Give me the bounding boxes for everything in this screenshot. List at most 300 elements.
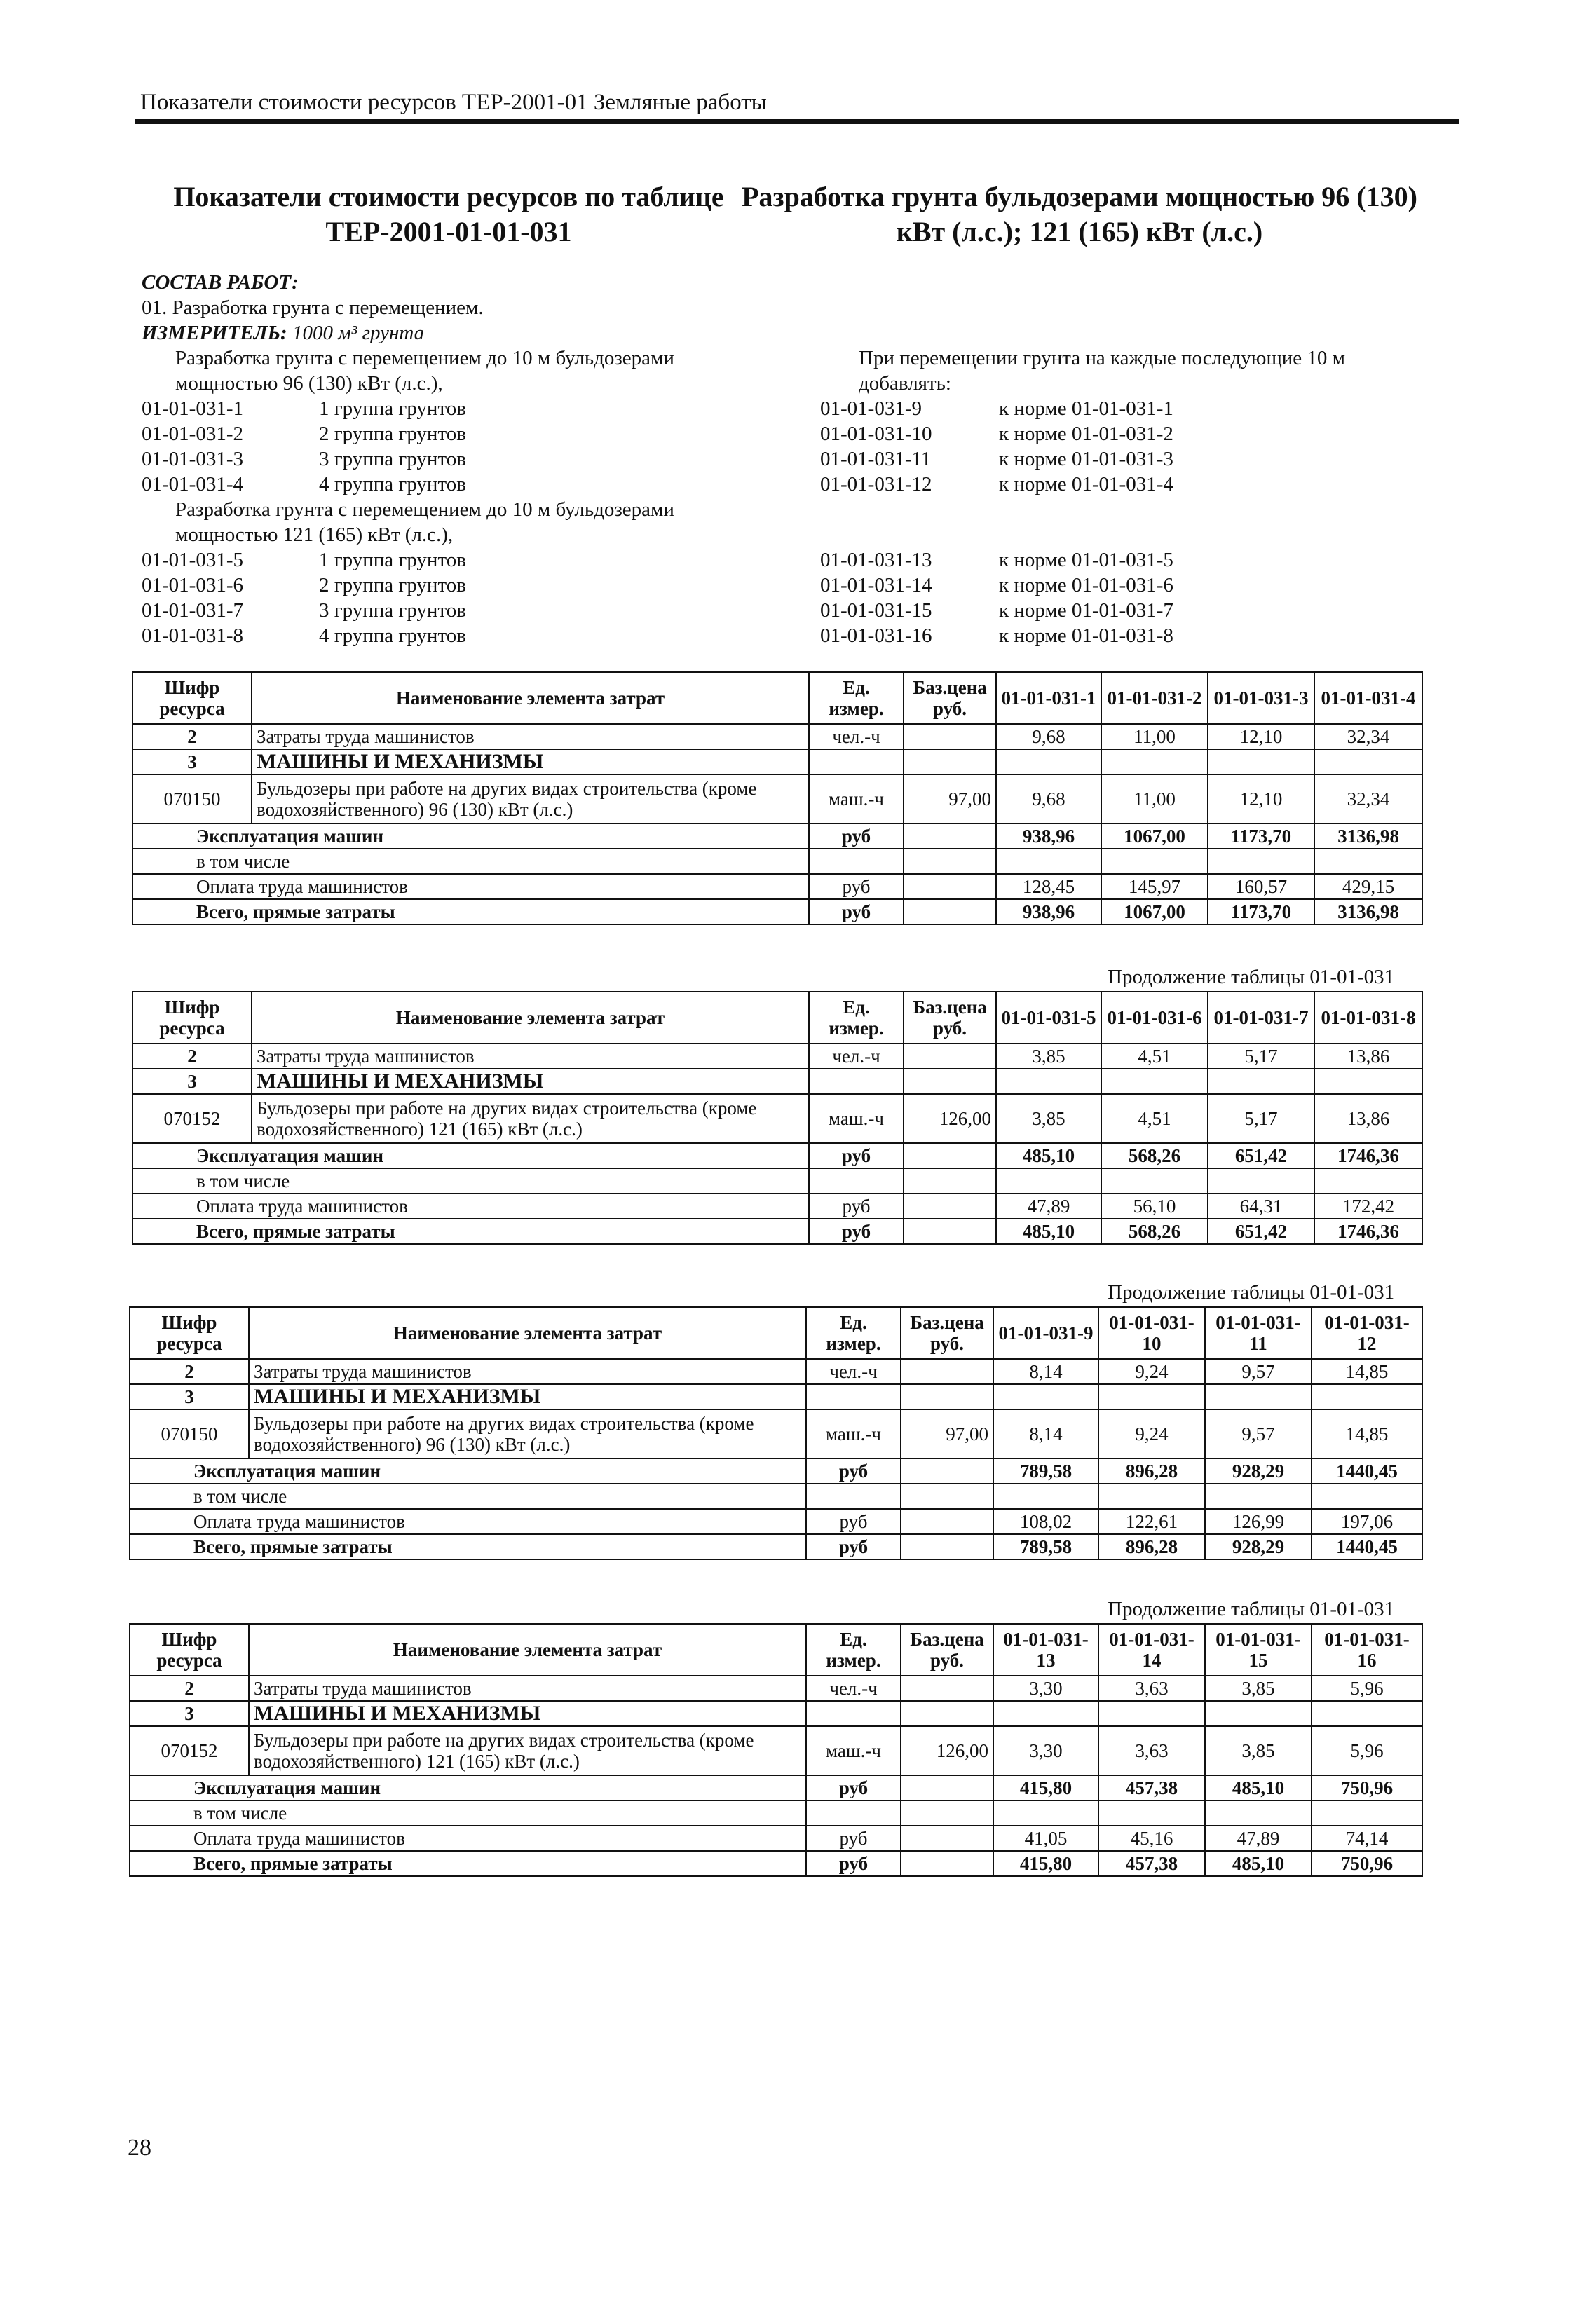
table-row — [132, 1194, 1422, 1219]
cell-value: 750,96 — [1312, 1775, 1422, 1800]
empty-cell — [809, 1168, 904, 1194]
cell-unit: руб — [809, 823, 904, 849]
table-row — [130, 1409, 1422, 1458]
header-norm: 01-01-031-8 — [1314, 992, 1422, 1044]
cell-unit: маш.-ч — [809, 1094, 904, 1143]
cell-value: 3,85 — [1205, 1726, 1312, 1775]
header-price: Баз.цена руб. — [904, 672, 996, 724]
cell-unit: руб — [806, 1775, 901, 1800]
header-norm: 01-01-031-10 — [1098, 1307, 1205, 1359]
cell-value: 485,10 — [996, 1143, 1101, 1168]
cell-value: 11,00 — [1101, 774, 1208, 823]
empty-cell — [996, 849, 1101, 874]
cell-name: Эксплуатация машин — [132, 823, 809, 849]
cell-name: Бульдозеры при работе на других видах строительства (кроме водохозяйственного) 96 (130) кВт (л.с.) — [252, 774, 809, 823]
header-unit: Ед. измер. — [809, 672, 904, 724]
header-norm: 01-01-031-5 — [996, 992, 1101, 1044]
right-desc: При перемещении грунта на каждые последующие 10 м — [859, 347, 1346, 369]
cell-value: 13,86 — [1314, 1094, 1422, 1143]
table-row — [132, 724, 1422, 749]
norm-text: к норме 01-01-031-1 — [999, 397, 1173, 420]
cell-value: 5,96 — [1312, 1726, 1422, 1775]
header-norm: 01-01-031-14 — [1098, 1624, 1205, 1676]
table-row — [132, 899, 1422, 924]
cell-value: 47,89 — [1205, 1826, 1312, 1851]
section-row — [130, 1384, 1422, 1409]
table-row — [130, 1826, 1422, 1851]
empty-cell — [1312, 1701, 1422, 1726]
cell-unit: чел.-ч — [806, 1676, 901, 1701]
cell-name: Затраты труда машинистов — [249, 1676, 806, 1701]
table-header-row — [130, 1624, 1422, 1676]
empty-cell — [904, 749, 996, 774]
cell-value: 160,57 — [1208, 874, 1314, 899]
cell-value: 3,30 — [993, 1726, 1098, 1775]
header-unit: Ед. измер. — [806, 1624, 901, 1676]
table-header-row — [130, 1307, 1422, 1359]
cell-unit: маш.-ч — [809, 774, 904, 823]
empty-cell — [1098, 1701, 1205, 1726]
header-norm: 01-01-031-2 — [1101, 672, 1208, 724]
table-row — [130, 1484, 1422, 1509]
norm-text: к норме 01-01-031-6 — [999, 574, 1173, 596]
header-code: Шифр ресурса — [130, 1624, 249, 1676]
cell-value: 789,58 — [993, 1534, 1098, 1559]
cell-value: 651,42 — [1208, 1219, 1314, 1244]
section-row — [132, 1069, 1422, 1094]
empty-cell — [806, 1384, 901, 1409]
cell-name: Эксплуатация машин — [132, 1143, 809, 1168]
norm-text: к норме 01-01-031-7 — [999, 599, 1173, 622]
empty-cell — [993, 1800, 1098, 1826]
cell-value: 32,34 — [1314, 774, 1422, 823]
empty-cell — [1208, 1168, 1314, 1194]
cell-value: 4,51 — [1101, 1094, 1208, 1143]
cell-value: 145,97 — [1101, 874, 1208, 899]
header-price: Баз.цена руб. — [901, 1624, 993, 1676]
cell-name: в том числе — [132, 1168, 809, 1194]
cell-code: 2 — [130, 1359, 249, 1384]
empty-cell — [1312, 1484, 1422, 1509]
page-title-left: Показатели стоимости ресурсов по таблице ТЕР-2001-01-01-031 — [173, 181, 724, 247]
cell-value: 8,14 — [993, 1359, 1098, 1384]
norm-text: к норме 01-01-031-4 — [999, 473, 1173, 495]
cell-value: 1746,36 — [1314, 1143, 1422, 1168]
empty-cell — [1314, 849, 1422, 874]
header-rule — [135, 119, 1459, 124]
cell-value: 13,86 — [1314, 1044, 1422, 1069]
cell-value: 14,85 — [1312, 1409, 1422, 1458]
empty-cell — [1208, 1069, 1314, 1094]
cell-price — [901, 1359, 993, 1384]
header-norm: 01-01-031-6 — [1101, 992, 1208, 1044]
cell-value: 14,85 — [1312, 1359, 1422, 1384]
cell-value: 5,96 — [1312, 1676, 1422, 1701]
cell-name: Бульдозеры при работе на других видах строительства (кроме водохозяйственного) 96 (130) кВт (л.с.) — [249, 1409, 806, 1458]
table-row — [130, 1726, 1422, 1775]
cell-value: 8,14 — [993, 1409, 1098, 1458]
cell-unit: руб — [806, 1509, 901, 1534]
header-unit: Ед. измер. — [806, 1307, 901, 1359]
cell-code: 3 — [130, 1701, 249, 1726]
cell-name: в том числе — [130, 1800, 806, 1826]
cell-code: 070152 — [130, 1726, 249, 1775]
meter-value: 1000 м³ грунта — [292, 322, 425, 344]
cell-value: 9,57 — [1205, 1409, 1312, 1458]
empty-cell — [993, 1484, 1098, 1509]
meter-line — [142, 320, 424, 346]
empty-cell — [809, 749, 904, 774]
cell-code: 2 — [132, 1044, 252, 1069]
table-row — [130, 1534, 1422, 1559]
cell-value: 1746,36 — [1314, 1219, 1422, 1244]
cell-price — [901, 1534, 993, 1559]
cell-price: 126,00 — [901, 1726, 993, 1775]
header-norm: 01-01-031-15 — [1205, 1624, 1312, 1676]
empty-cell — [1314, 1168, 1422, 1194]
cell-code: 070152 — [132, 1094, 252, 1143]
norm-text: 4 группа грунтов — [319, 624, 466, 647]
header-name: Наименование элемента затрат — [249, 1624, 806, 1676]
norm-code: 01-01-031-8 — [142, 624, 243, 647]
cell-value: 789,58 — [993, 1458, 1098, 1484]
empty-cell — [809, 849, 904, 874]
norm-code: 01-01-031-10 — [820, 423, 932, 445]
empty-cell — [904, 1168, 996, 1194]
empty-cell — [1312, 1384, 1422, 1409]
empty-cell — [1314, 1069, 1422, 1094]
cell-unit: маш.-ч — [806, 1409, 901, 1458]
cell-value: 896,28 — [1098, 1534, 1205, 1559]
cell-name: Оплата труда машинистов — [130, 1509, 806, 1534]
resource-cost-table — [129, 1306, 1423, 1560]
left-group-1-desc: мощностью 96 (130) кВт (л.с.), — [175, 372, 443, 395]
section-title: МАШИНЫ И МЕХАНИЗМЫ — [249, 1701, 806, 1726]
norm-code: 01-01-031-16 — [820, 624, 932, 647]
cell-price — [901, 1458, 993, 1484]
norm-code: 01-01-031-5 — [142, 549, 243, 571]
cell-code: 3 — [132, 749, 252, 774]
composition-item: 01. Разработка грунта с перемещением. — [142, 296, 484, 319]
cell-price — [904, 1044, 996, 1069]
cell-name: Бульдозеры при работе на других видах строительства (кроме водохозяйственного) 121 (165) кВт (л.с.) — [249, 1726, 806, 1775]
continuation-label: Продолжение таблицы 01-01-031 — [1108, 966, 1395, 988]
norm-code: 01-01-031-11 — [820, 448, 932, 470]
header-norm: 01-01-031-11 — [1205, 1307, 1312, 1359]
cell-value: 197,06 — [1312, 1509, 1422, 1534]
header-name: Наименование элемента затрат — [252, 992, 809, 1044]
cell-value: 1440,45 — [1312, 1534, 1422, 1559]
table-row — [132, 1168, 1422, 1194]
empty-cell — [1205, 1701, 1312, 1726]
cell-value: 32,34 — [1314, 724, 1422, 749]
cell-value: 457,38 — [1098, 1851, 1205, 1876]
empty-cell — [904, 849, 996, 874]
cell-price — [904, 823, 996, 849]
norm-text: 3 группа грунтов — [319, 448, 466, 470]
table-row — [130, 1458, 1422, 1484]
cell-name: Затраты труда машинистов — [249, 1359, 806, 1384]
cell-value: 108,02 — [993, 1509, 1098, 1534]
cell-value: 651,42 — [1208, 1143, 1314, 1168]
header-norm: 01-01-031-16 — [1312, 1624, 1422, 1676]
right-desc: добавлять: — [859, 372, 951, 395]
cell-price: 126,00 — [904, 1094, 996, 1143]
cell-unit: руб — [806, 1458, 901, 1484]
cell-name: Оплата труда машинистов — [132, 1194, 809, 1219]
section-title: МАШИНЫ И МЕХАНИЗМЫ — [252, 749, 809, 774]
norm-text: 1 группа грунтов — [319, 549, 466, 571]
cell-value: 64,31 — [1208, 1194, 1314, 1219]
norm-code: 01-01-031-14 — [820, 574, 932, 596]
cell-price — [901, 1509, 993, 1534]
cell-value: 3,30 — [993, 1676, 1098, 1701]
header-norm: 01-01-031-9 — [993, 1307, 1098, 1359]
cell-name: Затраты труда машинистов — [252, 1044, 809, 1069]
cell-value: 172,42 — [1314, 1194, 1422, 1219]
cell-unit: руб — [809, 1194, 904, 1219]
cell-value: 9,24 — [1098, 1409, 1205, 1458]
section-title: МАШИНЫ И МЕХАНИЗМЫ — [252, 1069, 809, 1094]
cell-value: 485,10 — [1205, 1775, 1312, 1800]
table-header-row — [132, 672, 1422, 724]
empty-cell — [1101, 1069, 1208, 1094]
empty-cell — [901, 1701, 993, 1726]
norm-code: 01-01-031-13 — [820, 549, 932, 571]
section-row — [132, 749, 1422, 774]
cell-value: 1067,00 — [1101, 823, 1208, 849]
empty-cell — [904, 1069, 996, 1094]
cell-value: 11,00 — [1101, 724, 1208, 749]
table-row — [130, 1509, 1422, 1534]
table-row — [130, 1359, 1422, 1384]
header-norm: 01-01-031-4 — [1314, 672, 1422, 724]
continuation-label: Продолжение таблицы 01-01-031 — [1108, 1598, 1395, 1620]
norm-text: к норме 01-01-031-3 — [999, 448, 1173, 470]
cell-price — [901, 1775, 993, 1800]
empty-cell — [806, 1484, 901, 1509]
cell-unit: руб — [809, 874, 904, 899]
header-code: Шифр ресурса — [132, 992, 252, 1044]
cell-price — [904, 1219, 996, 1244]
cell-price — [904, 1194, 996, 1219]
continuation-label: Продолжение таблицы 01-01-031 — [1108, 1281, 1395, 1304]
table-row — [132, 823, 1422, 849]
cell-value: 12,10 — [1208, 724, 1314, 749]
empty-cell — [1098, 1384, 1205, 1409]
table-row — [132, 774, 1422, 823]
cell-value: 457,38 — [1098, 1775, 1205, 1800]
empty-cell — [1101, 849, 1208, 874]
empty-cell — [1101, 749, 1208, 774]
empty-cell — [1314, 749, 1422, 774]
table-row — [132, 849, 1422, 874]
cell-unit: руб — [806, 1851, 901, 1876]
section-title: МАШИНЫ И МЕХАНИЗМЫ — [249, 1384, 806, 1409]
table-row — [132, 1143, 1422, 1168]
empty-cell — [993, 1384, 1098, 1409]
cell-price: 97,00 — [904, 774, 996, 823]
empty-cell — [996, 749, 1101, 774]
cell-unit: чел.-ч — [806, 1359, 901, 1384]
norm-text: 3 группа грунтов — [319, 599, 466, 622]
cell-name: Всего, прямые затраты — [132, 1219, 809, 1244]
header-norm: 01-01-031-13 — [993, 1624, 1098, 1676]
table-row — [130, 1851, 1422, 1876]
cell-value: 3,63 — [1098, 1726, 1205, 1775]
header-norm: 01-01-031-3 — [1208, 672, 1314, 724]
empty-cell — [806, 1800, 901, 1826]
cell-code: 070150 — [130, 1409, 249, 1458]
norm-code: 01-01-031-6 — [142, 574, 243, 596]
cell-code: 3 — [130, 1384, 249, 1409]
empty-cell — [901, 1484, 993, 1509]
cell-unit: чел.-ч — [809, 1044, 904, 1069]
norm-code: 01-01-031-15 — [820, 599, 932, 622]
table-row — [130, 1800, 1422, 1826]
cell-value: 928,29 — [1205, 1458, 1312, 1484]
cell-value: 1440,45 — [1312, 1458, 1422, 1484]
cell-name: Всего, прямые затраты — [130, 1851, 806, 1876]
cell-value: 41,05 — [993, 1826, 1098, 1851]
cell-value: 3,63 — [1098, 1676, 1205, 1701]
meter-label: ИЗМЕРИТЕЛЬ: — [142, 322, 287, 344]
cell-name: Оплата труда машинистов — [132, 874, 809, 899]
cell-price — [901, 1826, 993, 1851]
cell-value: 3136,98 — [1314, 823, 1422, 849]
cell-unit: маш.-ч — [806, 1726, 901, 1775]
cell-price — [901, 1851, 993, 1876]
cell-unit: руб — [809, 1219, 904, 1244]
cell-value: 415,80 — [993, 1775, 1098, 1800]
cell-unit: руб — [806, 1826, 901, 1851]
empty-cell — [806, 1701, 901, 1726]
header-unit: Ед. измер. — [809, 992, 904, 1044]
norm-code: 01-01-031-12 — [820, 473, 932, 495]
cell-unit: руб — [809, 899, 904, 924]
cell-value: 568,26 — [1101, 1143, 1208, 1168]
cell-name: Эксплуатация машин — [130, 1775, 806, 1800]
header-code: Шифр ресурса — [130, 1307, 249, 1359]
cell-value: 56,10 — [1101, 1194, 1208, 1219]
norm-text: к норме 01-01-031-5 — [999, 549, 1173, 571]
norm-code: 01-01-031-9 — [820, 397, 922, 420]
cell-name: в том числе — [130, 1484, 806, 1509]
cell-value: 750,96 — [1312, 1851, 1422, 1876]
cell-value: 429,15 — [1314, 874, 1422, 899]
cell-value: 74,14 — [1312, 1826, 1422, 1851]
empty-cell — [1208, 849, 1314, 874]
left-group-2-desc: Разработка грунта с перемещением до 10 м бульдозерами — [175, 498, 674, 521]
composition-heading: СОСТАВ РАБОТ: — [142, 271, 299, 294]
section-row — [130, 1701, 1422, 1726]
cell-price: 97,00 — [901, 1409, 993, 1458]
cell-price — [904, 874, 996, 899]
cell-value: 1173,70 — [1208, 899, 1314, 924]
left-group-1-desc: Разработка грунта с перемещением до 10 м бульдозерами — [175, 347, 674, 369]
empty-cell — [901, 1384, 993, 1409]
cell-value: 938,96 — [996, 899, 1101, 924]
cell-name: Затраты труда машинистов — [252, 724, 809, 749]
norm-code: 01-01-031-3 — [142, 448, 243, 470]
cell-price — [904, 724, 996, 749]
cell-value: 568,26 — [1101, 1219, 1208, 1244]
header-price: Баз.цена руб. — [904, 992, 996, 1044]
cell-value: 1067,00 — [1101, 899, 1208, 924]
header-name: Наименование элемента затрат — [249, 1307, 806, 1359]
page-title-right: Разработка грунта бульдозерами мощностью 96 (130) кВт (л.с.); 121 (165) кВт (л.с.) — [742, 181, 1417, 247]
cell-code: 070150 — [132, 774, 252, 823]
cell-value: 3136,98 — [1314, 899, 1422, 924]
norm-text: 4 группа грунтов — [319, 473, 466, 495]
cell-unit: руб — [806, 1534, 901, 1559]
cell-value: 928,29 — [1205, 1534, 1312, 1559]
empty-cell — [1312, 1800, 1422, 1826]
table-row — [132, 1094, 1422, 1143]
cell-name: Эксплуатация машин — [130, 1458, 806, 1484]
table-row — [132, 874, 1422, 899]
empty-cell — [1205, 1800, 1312, 1826]
norm-code: 01-01-031-2 — [142, 423, 243, 445]
running-header: Показатели стоимости ресурсов ТЕР-2001-01 Земляные работы — [140, 90, 767, 115]
cell-value: 4,51 — [1101, 1044, 1208, 1069]
table-row — [130, 1775, 1422, 1800]
cell-value: 9,57 — [1205, 1359, 1312, 1384]
cell-value: 128,45 — [996, 874, 1101, 899]
header-norm: 01-01-031-7 — [1208, 992, 1314, 1044]
norm-text: 1 группа грунтов — [319, 397, 466, 420]
cell-code: 2 — [132, 724, 252, 749]
table-row — [132, 1219, 1422, 1244]
cell-price — [904, 1143, 996, 1168]
cell-value: 938,96 — [996, 823, 1101, 849]
cell-code: 2 — [130, 1676, 249, 1701]
cell-value: 9,24 — [1098, 1359, 1205, 1384]
empty-cell — [996, 1168, 1101, 1194]
cell-value: 9,68 — [996, 724, 1101, 749]
left-group-2-desc: мощностью 121 (165) кВт (л.с.), — [175, 524, 454, 546]
cell-value: 122,61 — [1098, 1509, 1205, 1534]
header-norm: 01-01-031-1 — [996, 672, 1101, 724]
table-row — [132, 1044, 1422, 1069]
table-header-row — [132, 992, 1422, 1044]
cell-value: 485,10 — [996, 1219, 1101, 1244]
header-price: Баз.цена руб. — [901, 1307, 993, 1359]
cell-value: 3,85 — [1205, 1676, 1312, 1701]
resource-cost-table — [129, 1623, 1423, 1877]
cell-name: Оплата труда машинистов — [130, 1826, 806, 1851]
cell-unit: чел.-ч — [809, 724, 904, 749]
cell-value: 45,16 — [1098, 1826, 1205, 1851]
norm-text: к норме 01-01-031-8 — [999, 624, 1173, 647]
cell-code: 3 — [132, 1069, 252, 1094]
cell-name: Всего, прямые затраты — [132, 899, 809, 924]
cell-value: 9,68 — [996, 774, 1101, 823]
header-code: Шифр ресурса — [132, 672, 252, 724]
cell-value: 485,10 — [1205, 1851, 1312, 1876]
cell-value: 12,10 — [1208, 774, 1314, 823]
empty-cell — [996, 1069, 1101, 1094]
cell-name: Бульдозеры при работе на других видах строительства (кроме водохозяйственного) 121 (165) кВт (л.с.) — [252, 1094, 809, 1143]
header-norm: 01-01-031-12 — [1312, 1307, 1422, 1359]
cell-value: 5,17 — [1208, 1044, 1314, 1069]
norm-code: 01-01-031-1 — [142, 397, 243, 420]
cell-value: 47,89 — [996, 1194, 1101, 1219]
resource-cost-table — [132, 671, 1423, 925]
empty-cell — [809, 1069, 904, 1094]
cell-name: в том числе — [132, 849, 809, 874]
cell-value: 3,85 — [996, 1044, 1101, 1069]
